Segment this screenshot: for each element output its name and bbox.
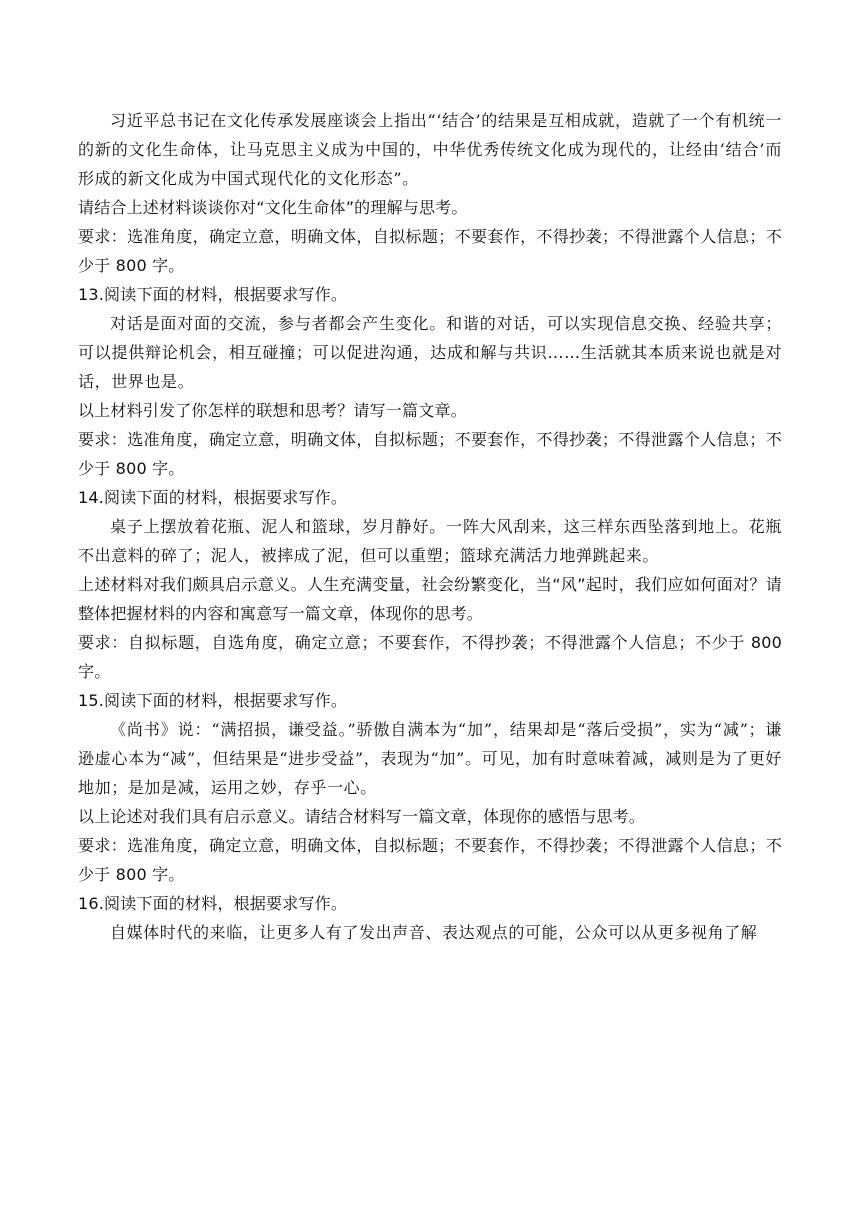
requirements-text: 要求：自拟标题，自选角度，确定立意；不要套作，不得抄袭；不得泄露个人信息；不少于 800 字。 (78, 633, 782, 681)
prompt-text: 上述材料对我们颇具启示意义。人生充满变量，社会纷繁变化，当“风”起时，我们应如何面对？请整体把握材料的内容和寓意写一篇文章，体现你的思考。 (78, 575, 782, 623)
question-heading-13: 13.阅读下面的材料，根据要求写作。 (78, 285, 348, 304)
question-heading-16: 16.阅读下面的材料，根据要求写作。 (78, 894, 348, 913)
prompt-text: 以上论述对我们具有启示意义。请结合材料写一篇文章，体现你的感悟与思考。 (78, 807, 646, 826)
material-paragraph: 习近平总书记在文化传承发展座谈会上指出“‘结合’的结果是互相成就，造就了一个有机统一的新的文化生命体，让马克思主义成为中国的，中华优秀传统文化成为现代的，让经由‘结合’而形成的新文化成为中国式现代化的文化形态”。 (78, 111, 782, 188)
document-page (78, 106, 782, 947)
prompt-text: 请结合上述材料谈谈你对“文化生命体”的理解与思考。 (78, 198, 468, 217)
prompt-text: 以上材料引发了你怎样的联想和思考？请写一篇文章。 (78, 401, 467, 420)
material-paragraph: 桌子上摆放着花瓶、泥人和篮球，岁月静好。一阵大风刮来，这三样东西坠落到地上。花瓶不出意料的碎了；泥人，被摔成了泥，但可以重塑；篮球充满活力地弹跳起来。 (78, 517, 782, 565)
requirements-text: 要求：选准角度，确定立意，明确文体，自拟标题；不要套作，不得抄袭；不得泄露个人信息；不少于 800 字。 (78, 836, 782, 884)
material-paragraph: 《尚书》说：“满招损，谦受益。”骄傲自满本为“加”，结果却是“落后受损”，实为“减”；谦逊虚心本为“减”，但结果是“进步受益”，表现为“加”。可见，加有时意味着减，减则是为了更好地加；是加是减，运用之妙，存乎一心。 (78, 720, 782, 797)
material-paragraph: 自媒体时代的来临，让更多人有了发出声音、表达观点的可能，公众可以从更多视角了解 (110, 923, 758, 942)
material-paragraph: 对话是面对面的交流，参与者都会产生变化。和谐的对话，可以实现信息交换、经验共享；可以提供辩论机会，相互碰撞；可以促进沟通，达成和解与共识……生活就其本质来说也就是对话，世界也是。 (78, 314, 782, 391)
requirements-text: 要求：选准角度，确定立意，明确文体，自拟标题；不要套作，不得抄袭；不得泄露个人信息；不少于 800 字。 (78, 430, 782, 478)
question-heading-14: 14.阅读下面的材料，根据要求写作。 (78, 488, 348, 507)
question-heading-15: 15.阅读下面的材料，根据要求写作。 (78, 691, 348, 710)
requirements-text: 要求：选准角度，确定立意，明确文体，自拟标题；不要套作，不得抄袭；不得泄露个人信息；不少于 800 字。 (78, 227, 782, 275)
